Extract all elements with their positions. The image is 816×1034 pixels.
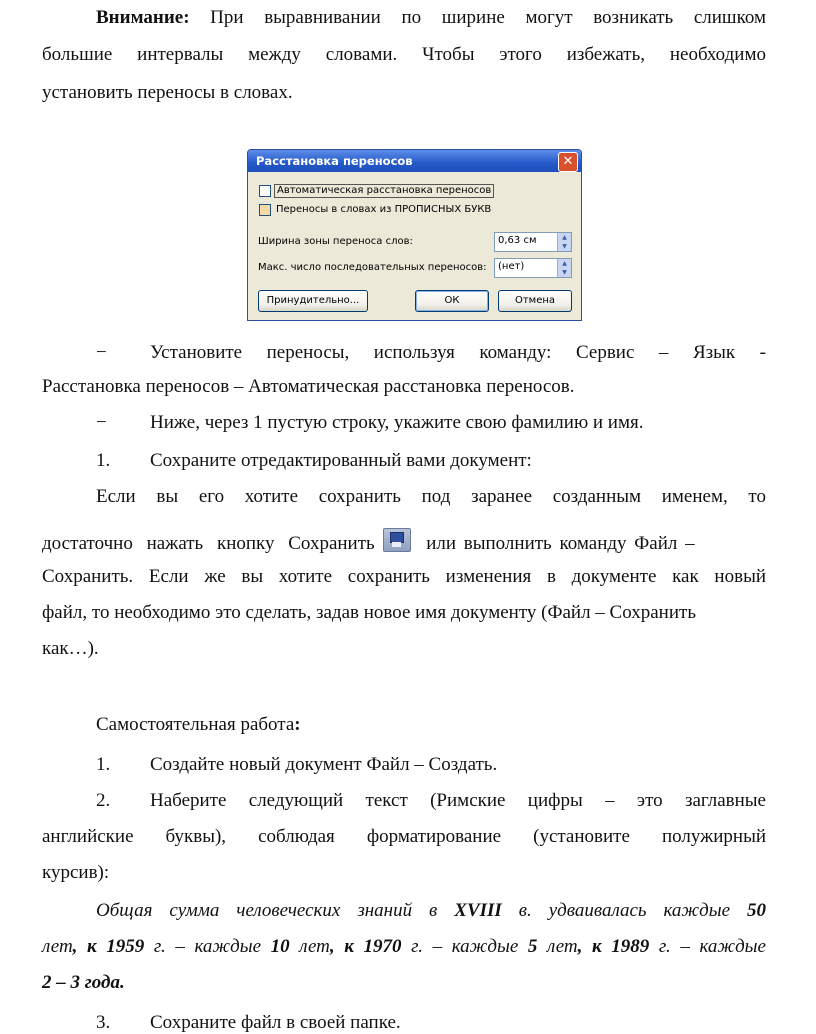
max-hyphens-spinner[interactable]	[494, 258, 572, 278]
sample-line-1	[96, 900, 766, 922]
sample-text: Общая сумма человеческих знаний в	[96, 900, 455, 921]
list-number: 1.	[96, 754, 111, 775]
ok-button[interactable]: ОК	[415, 290, 489, 312]
save-para-text-c: Если же вы хотите сохранить изменения в документе как новый	[133, 566, 766, 587]
list-number: 3.	[96, 1012, 111, 1033]
sample-text: лет	[537, 936, 578, 957]
work-step-2-cont-1: английские буквы), соблюдая форматирование (установите полужирный	[42, 826, 766, 847]
save-para-text-a: достаточно нажать кнопку Сохранить	[42, 533, 375, 554]
auto-hyphenation-checkbox[interactable]	[259, 185, 271, 197]
save-para-line-2	[42, 528, 766, 555]
sample-bold: 10	[270, 936, 290, 957]
sample-text: г. – каждые	[401, 936, 528, 957]
spin-up-icon[interactable]: ▲	[557, 259, 571, 268]
cancel-button[interactable]: Отмена	[498, 290, 572, 312]
hyphenation-dialog	[247, 149, 582, 321]
dialog-title: Расстановка переносов	[256, 154, 413, 168]
save-para-line-5: как…).	[42, 638, 99, 659]
work-heading-colon: :	[294, 714, 301, 735]
sample-text: лет	[42, 936, 73, 957]
sample-line-2	[42, 936, 766, 958]
dialog-title-bar	[248, 150, 581, 172]
work-heading	[96, 714, 816, 736]
work-step-2-text: Наберите следующий текст (Римские цифры – это заглавные	[150, 790, 766, 811]
sample-line-3: 2 – 3 года.	[42, 972, 125, 993]
sample-text: в. удваивалась каждые	[501, 900, 747, 921]
sample-bold: 50	[747, 900, 766, 921]
step-1	[96, 450, 816, 472]
manual-button[interactable]: Принудительно...	[258, 290, 368, 312]
sample-bold: 1989	[611, 936, 650, 957]
sample-bold: 1970	[363, 936, 402, 957]
save-icon	[383, 528, 411, 552]
dash-marker: −	[96, 412, 107, 433]
zone-width-label: Ширина зоны переноса слов:	[258, 236, 413, 247]
work-step-2	[96, 790, 766, 812]
caps-hyphenation-checkbox[interactable]	[259, 204, 271, 216]
sample-bold: , к	[329, 936, 364, 957]
work-step-3-text: Сохраните файл в своей папке.	[150, 1012, 401, 1033]
save-para-text-b: или выполнить команду Файл –	[426, 533, 695, 554]
step-dash-1-text: Установите переносы, используя команду: Сервис – Язык -	[150, 342, 766, 363]
step-dash-2	[96, 412, 816, 434]
sample-text: г. – каждые	[144, 936, 271, 957]
save-para-line-3	[42, 566, 766, 588]
auto-hyphenation-label: Автоматическая расстановка переносов	[274, 184, 494, 198]
caps-hyphenation-label: Переносы в словах из ПРОПИСНЫХ БУКВ	[276, 204, 492, 215]
attention-line-3: установить переносы в словах.	[42, 82, 293, 103]
work-step-2-cont-2: курсив):	[42, 862, 110, 883]
work-step-3	[96, 1012, 816, 1034]
dash-marker: −	[96, 342, 107, 363]
attention-line-1	[42, 7, 766, 29]
max-hyphens-value: (нет)	[498, 261, 525, 272]
spin-down-icon[interactable]: ▼	[557, 268, 571, 277]
sample-bold: , к	[577, 936, 612, 957]
sample-bold: 5	[527, 936, 538, 957]
attention-lead: Внимание:	[96, 7, 190, 28]
zone-width-value: 0,63 см	[498, 235, 537, 246]
work-heading-text: Самостоятельная работа	[96, 714, 295, 735]
list-number: 2.	[96, 790, 111, 811]
save-para-line-4: файл, то необходимо это сделать, задав новое имя документу (Файл – Сохранить	[42, 602, 696, 623]
save-para-save-word: Сохранить.	[42, 566, 134, 587]
list-number: 1.	[96, 450, 111, 471]
step-dash-1-cont: Расстановка переносов – Автоматическая расстановка переносов.	[42, 376, 575, 397]
work-step-1	[96, 754, 816, 776]
zone-width-spinner[interactable]	[494, 232, 572, 252]
sample-bold: , к	[72, 936, 107, 957]
sample-text: г. – каждые	[649, 936, 766, 957]
step-dash-1	[96, 342, 766, 364]
save-para-line-1: Если вы его хотите сохранить под заранее созданным именем, то	[96, 486, 766, 507]
spin-up-icon[interactable]: ▲	[557, 233, 571, 242]
step-1-text: Сохраните отредактированный вами документ:	[150, 450, 532, 471]
max-hyphens-label: Макс. число последовательных переносов:	[258, 262, 487, 273]
step-dash-2-text: Ниже, через 1 пустую строку, укажите свою фамилию и имя.	[150, 412, 644, 433]
sample-bold: XVIII	[454, 900, 502, 921]
attention-text-1: При выравнивании по ширине могут возникать слишком	[189, 7, 766, 28]
close-icon[interactable]: ✕	[558, 152, 578, 172]
spin-down-icon[interactable]: ▼	[557, 242, 571, 251]
work-step-1-text: Создайте новый документ Файл – Создать.	[150, 754, 498, 775]
sample-bold: 1959	[106, 936, 145, 957]
attention-line-2: большие интервалы между словами. Чтобы этого избежать, необходимо	[42, 44, 766, 65]
sample-text: лет	[289, 936, 330, 957]
